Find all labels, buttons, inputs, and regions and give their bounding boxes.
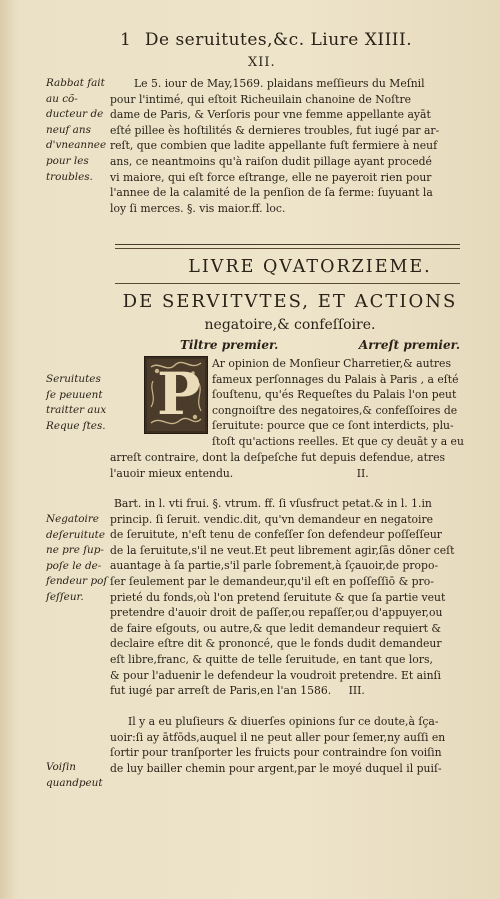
text-line: de faire eſgouts, ou autre,& que ledit demandeur requiert &	[110, 621, 441, 635]
text-line: fameux perſonnages du Palais à Paris , a eſté	[212, 372, 459, 386]
text-line: pour l'intimé, qui eſtoit Richeuilain chanoine de Noſtre	[110, 92, 412, 106]
section-one-full	[110, 450, 465, 481]
text-line: de luy bailler chemin pour argent,par le moyé duquel il puiſ-	[110, 761, 442, 775]
text-line: vi maiore, qui eſt force eſtrange, elle ne payeroit rien pour	[110, 170, 432, 184]
text-line: ſeruitute: pource que ce ſont interdicts, plu-	[212, 419, 454, 433]
margin-note-rabbat: Rabbat fait au cõ- ducteur de neuf ans d'vneannee pour les troubles.	[46, 77, 107, 183]
decorated-initial	[144, 356, 208, 434]
initial-letter: P	[157, 360, 201, 428]
text-line: Bart. in l. vti frui. §. vtrum. ff. ſi vſusfruct petat.& in l. 1.in	[114, 497, 432, 510]
text-line: fut iugé par arreſt de Paris,en l'an 1586. III.	[110, 684, 365, 698]
text-line: l'annee de la calamité de la penſion de ſa ferme: ſuyuant la	[110, 186, 433, 200]
text-line: uoir:ſi ay ātfōds,auquel il ne peut aller pour ſemer,ny auſſi en	[110, 730, 446, 744]
section-numeral: XII.	[248, 55, 276, 70]
margin-note-negatoire: Negatoire deſeruitute ne pre ſup- poſe le de- fendeur poſ ſeſſeur.	[46, 513, 108, 603]
text-line: & pour l'aduenir le defendeur la voudroit pretendre. Et ainſi	[110, 668, 441, 682]
text-line: arreſt contraire, dont la deſpeſche fut depuis defendue, atres	[110, 451, 446, 464]
text-line: ſouſtenu, qu'és Requeſtes du Palais l'on peut	[212, 388, 457, 402]
titre-line	[180, 338, 460, 352]
section-numeral-ii: II.	[356, 466, 369, 480]
text-line: reſt, que combien que ladite appellante fuſt fermiere à neuf	[110, 139, 438, 153]
section-one-beside-initial	[212, 356, 465, 450]
section-three-text	[110, 714, 465, 776]
divider-rule	[115, 283, 460, 284]
text-line: loy ſi merces. §. vis maior.ff. loc.	[110, 201, 286, 215]
section-two-text	[110, 496, 465, 699]
text-line: ans, ce neantmoins qu'à raiſon dudit pillage ayant procedé	[110, 154, 432, 168]
margin-note-seruitutes: Seruitutes ſe peuuent traitter aux Reque ſtes.	[46, 373, 107, 432]
text-line: Il y a eu pluſieurs & diuerſes opinions ſur ce doute,à ſça-	[128, 715, 439, 728]
text-line: dame de Paris, & Verſoris pour vne femme appellante ayāt	[110, 108, 431, 122]
text-line: de la ſeruitute,s'il ne veut.Et peut librement agir,ſās dōner ceſt	[110, 543, 455, 557]
text-line: pretendre d'auoir droit de paſſer,ou repaſſer,ou d'appuyer,ou	[110, 606, 443, 620]
section-numeral-iii: III.	[348, 684, 365, 698]
book-title: LIVRE QVATORZIEME.	[188, 257, 432, 277]
divider-rule	[115, 248, 460, 249]
text-line: eſté pillee ès hoſtilités & dernieres troubles, fut iugé par ar-	[110, 123, 440, 137]
top-section-text	[110, 76, 465, 216]
arrest-label: Arreſt premier.	[358, 338, 460, 352]
text-line: auantage à ſa partie,s'il parle ſobrement,à ſçauoir,de propo-	[110, 559, 439, 573]
text-line: l'auoir mieux entendu. II.	[110, 466, 369, 480]
text-line: congnoiſtre des negatoires,& confeſſoires de	[212, 403, 458, 417]
titre-label: Tiltre premier.	[180, 338, 279, 352]
running-title: De seruitutes,&c. Liure XIIII.	[144, 30, 413, 50]
text-line: prieté du fonds,où l'on pretend ſeruitute & que ſa partie veut	[110, 590, 446, 604]
text-line: declaire eſtre dit & prononcé, que le fonds dudit demandeur	[110, 637, 442, 651]
page-number: 1	[120, 30, 132, 50]
text-line: ſtoſt qu'actions reelles. Et que cy deuāt y a eu	[212, 434, 464, 448]
margin-note-voisin: Voiſin quandpeut	[46, 761, 103, 789]
text-line: Ar opinion de Monſieur Charretier,& autres	[212, 357, 451, 370]
text-line: princip. ſi ſeruit. vendic.dit, qu'vn demandeur en negatoire	[110, 512, 434, 526]
text-line: Le 5. iour de May,1569. plaidans meſſieurs du Meſnil	[134, 77, 425, 90]
text-line: ſortir pour tranſporter les fruicts pour contraindre ſon voiſin	[110, 746, 442, 760]
chapter-title: DE SERVITVTES, ET ACTIONS	[122, 291, 458, 312]
chapter-subtitle: negatoire,& confeſſoire.	[204, 317, 376, 333]
text-line: ſer ſeulement par le demandeur,qu'il eſt en poſſeſſiō & pro-	[110, 574, 434, 588]
divider-rule	[115, 244, 460, 245]
running-header	[120, 30, 440, 50]
text-line: de ſeruitute, n'eſt tenu de confeſſer ſon defendeur poſſeſſeur	[110, 528, 442, 542]
text-line: eſt libre,franc, & quitte de telle ſeruitude, en tant que lors,	[110, 652, 433, 666]
